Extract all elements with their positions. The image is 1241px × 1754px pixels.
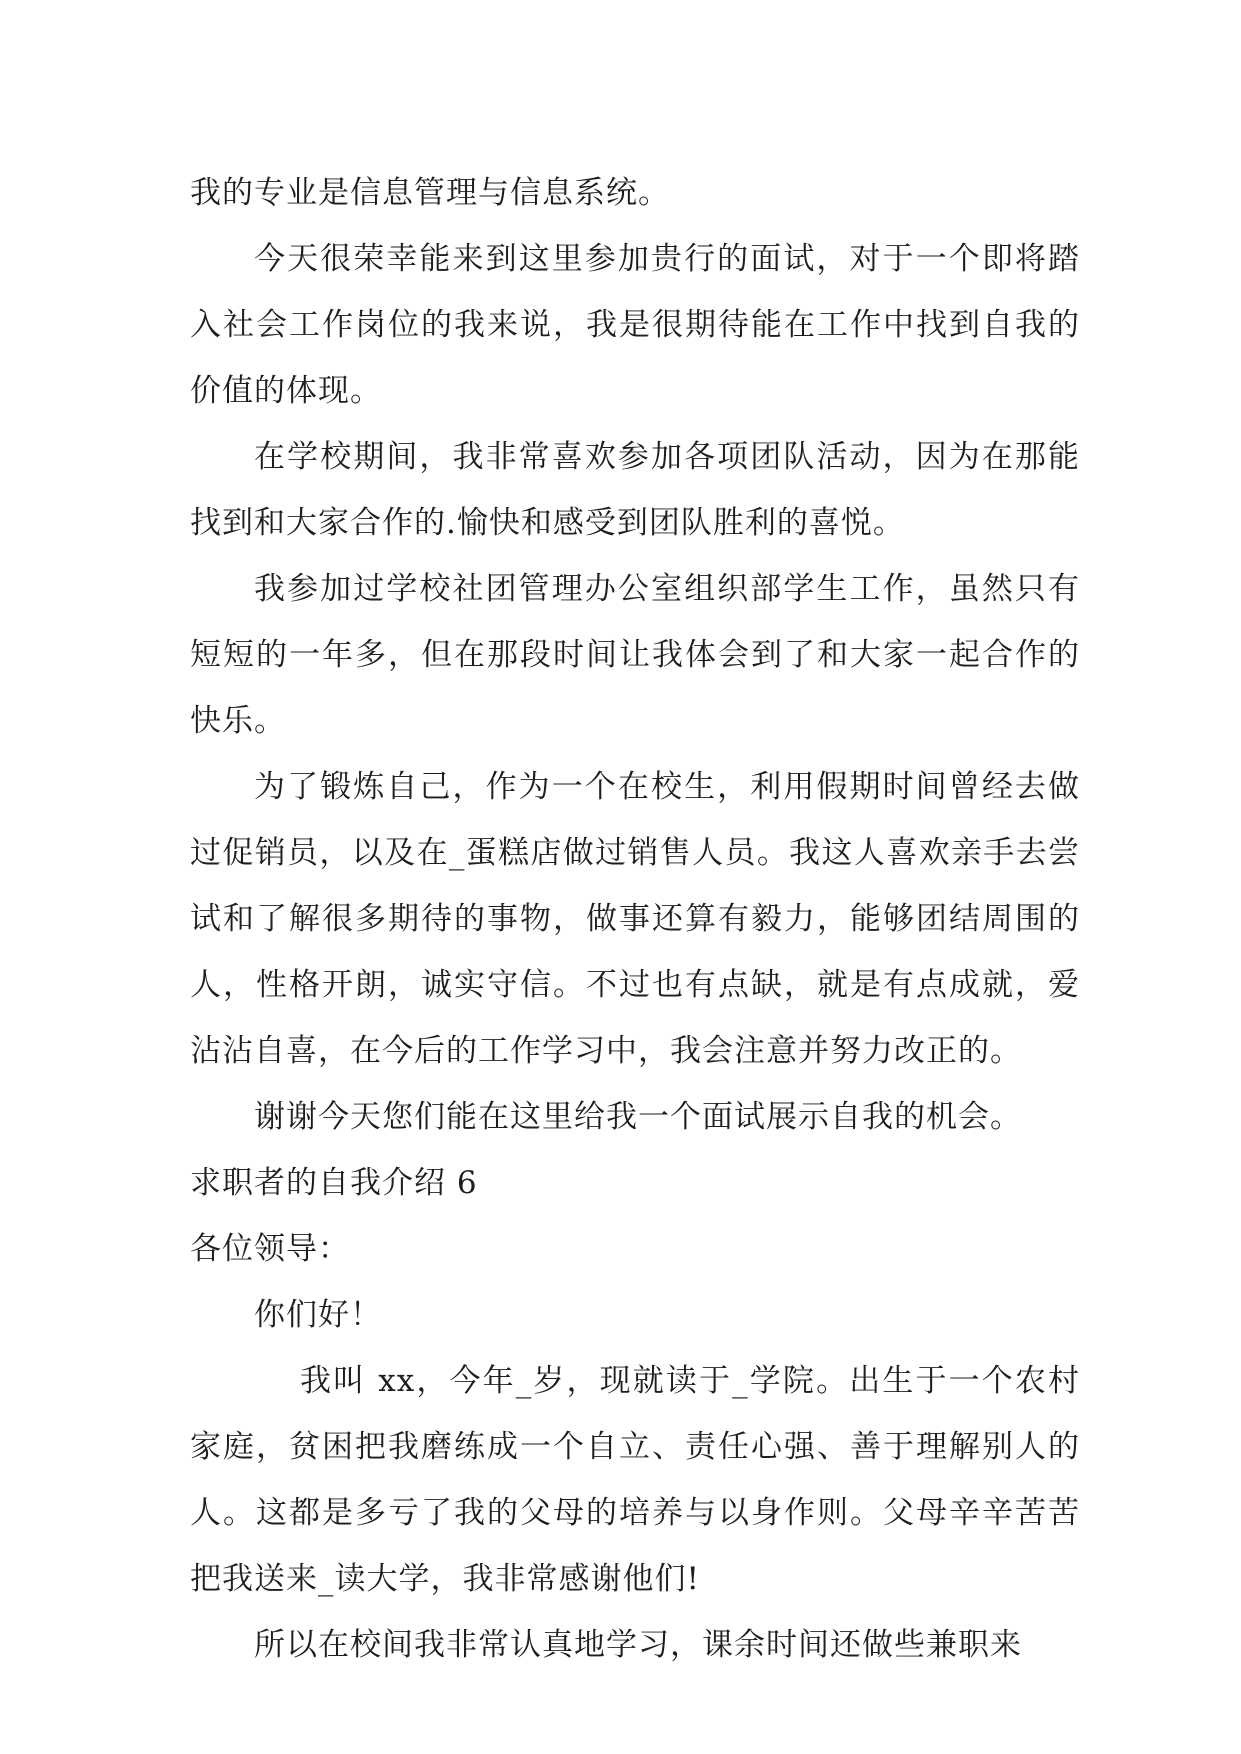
paragraph-major: 我的专业是信息管理与信息系统。 — [190, 175, 670, 211]
paragraph-school-activities: 在学校期间，我非常喜欢参加各项团队活动，因为在那能找到和大家合作的.愉快和感受到团队胜利的喜悦。 — [190, 439, 1080, 541]
greeting: 你们好！ — [254, 1297, 382, 1333]
salutation: 各位领导： — [190, 1231, 350, 1267]
paragraph-part-time-experience: 为了锻炼自己，作为一个在校生，利用假期时间曾经去做过促销员，以及在_蛋糕店做过销售人员。我这人喜欢亲手去尝试和了解很多期待的事物，做事还算有毅力，能够团结周围的人，性格开朗，诚实守信。不过也有点缺，就是有点成就，爱沾沾自喜，在今后的工作学习中，我会注意并努力改正的。 — [190, 769, 1080, 1069]
paragraph-study: 所以在校间我非常认真地学习，课余时间还做些兼职来 — [254, 1627, 1022, 1663]
document-body — [190, 160, 1080, 1678]
paragraph-interview-intro: 今天很荣幸能来到这里参加贵行的面试，对于一个即将踏入社会工作岗位的我来说，我是很期待能在工作中找到自我的价值的体现。 — [190, 241, 1080, 409]
paragraph-self-introduction: 我叫 xx，今年_岁，现就读于_学院。出生于一个农村家庭，贫困把我磨练成一个自立、责任心强、善于理解别人的人。这都是多亏了我的父母的培养与以身作则。父母辛辛苦苦把我送来_读大学，我非常感谢他们! — [190, 1363, 1080, 1597]
section-heading: 求职者的自我介绍 6 — [190, 1165, 478, 1201]
paragraph-club-work: 我参加过学校社团管理办公室组织部学生工作，虽然只有短短的一年多，但在那段时间让我体会到了和大家一起合作的快乐。 — [190, 571, 1080, 739]
paragraph-thanks: 谢谢今天您们能在这里给我一个面试展示自我的机会。 — [254, 1099, 1022, 1135]
